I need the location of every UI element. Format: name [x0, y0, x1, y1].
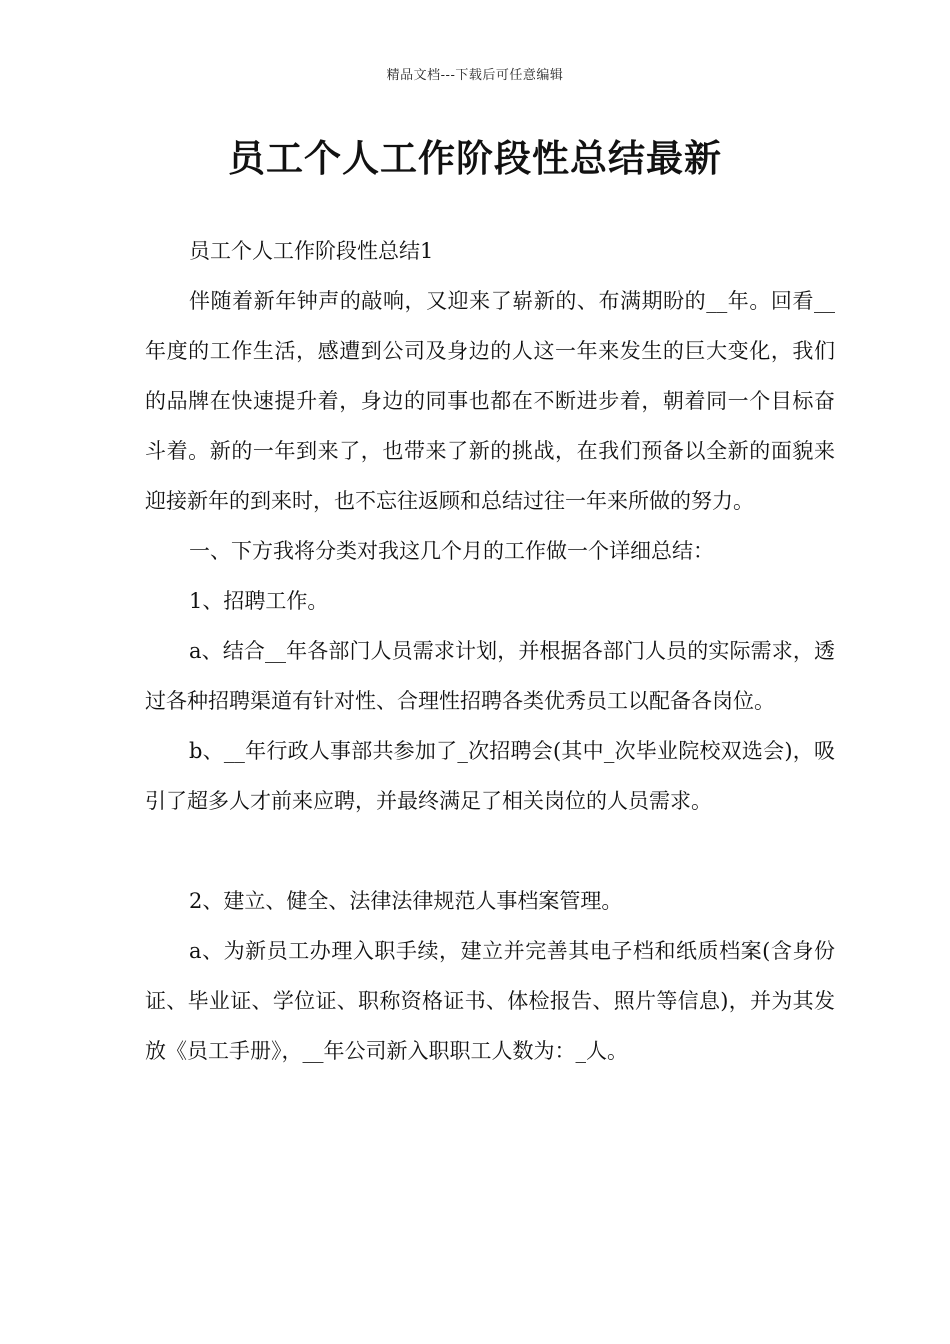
paragraph-archive-heading: 2、建立、健全、法律法律规范人事档案管理。	[189, 889, 623, 913]
document-title: 员工个人工作阶段性总结最新	[228, 137, 722, 180]
paragraph-intro: 伴随着新年钟声的敲响，又迎来了崭新的、布满期盼的__年。回看__年度的工作生活，感遭到公司及身边的人这一年来发生的巨大变化，我们的品牌在快速提升着，身边的同事也都在不断进步着，朝着同一个目标奋斗着。新的一年到来了，也带来了新的挑战，在我们预备以全新的面貌来迎接新年的到来时，也不忘往返顾和总结过往一年来所做的努力。	[145, 289, 835, 513]
paragraph-recruitment-heading: 1、招聘工作。	[189, 589, 329, 613]
document-body	[145, 226, 835, 1076]
paragraph-spacer	[145, 826, 835, 876]
paragraph-recruitment-b: b、__年行政人事部共参加了_次招聘会(其中_次毕业院校双选会)，吸引了超多人才前来应聘，并最终满足了相关岗位的人员需求。	[145, 739, 835, 813]
paragraph-recruitment-a: a、结合__年各部门人员需求计划，并根据各部门人员的实际需求，透过各种招聘渠道有针对性、合理性招聘各类优秀员工以配备各岗位。	[145, 639, 835, 713]
paragraph-archive-a: a、为新员工办理入职手续，建立并完善其电子档和纸质档案(含身份证、毕业证、学位证、职称资格证书、体检报告、照片等信息)，并为其发放《员工手册》，__年公司新入职职工人数为：_人。	[145, 939, 835, 1063]
header-note: 精品文档---下载后可任意编辑	[386, 68, 564, 83]
section-subtitle: 员工个人工作阶段性总结1	[189, 239, 434, 263]
paragraph-section-one: 一、下方我将分类对我这几个月的工作做一个详细总结：	[189, 539, 714, 563]
